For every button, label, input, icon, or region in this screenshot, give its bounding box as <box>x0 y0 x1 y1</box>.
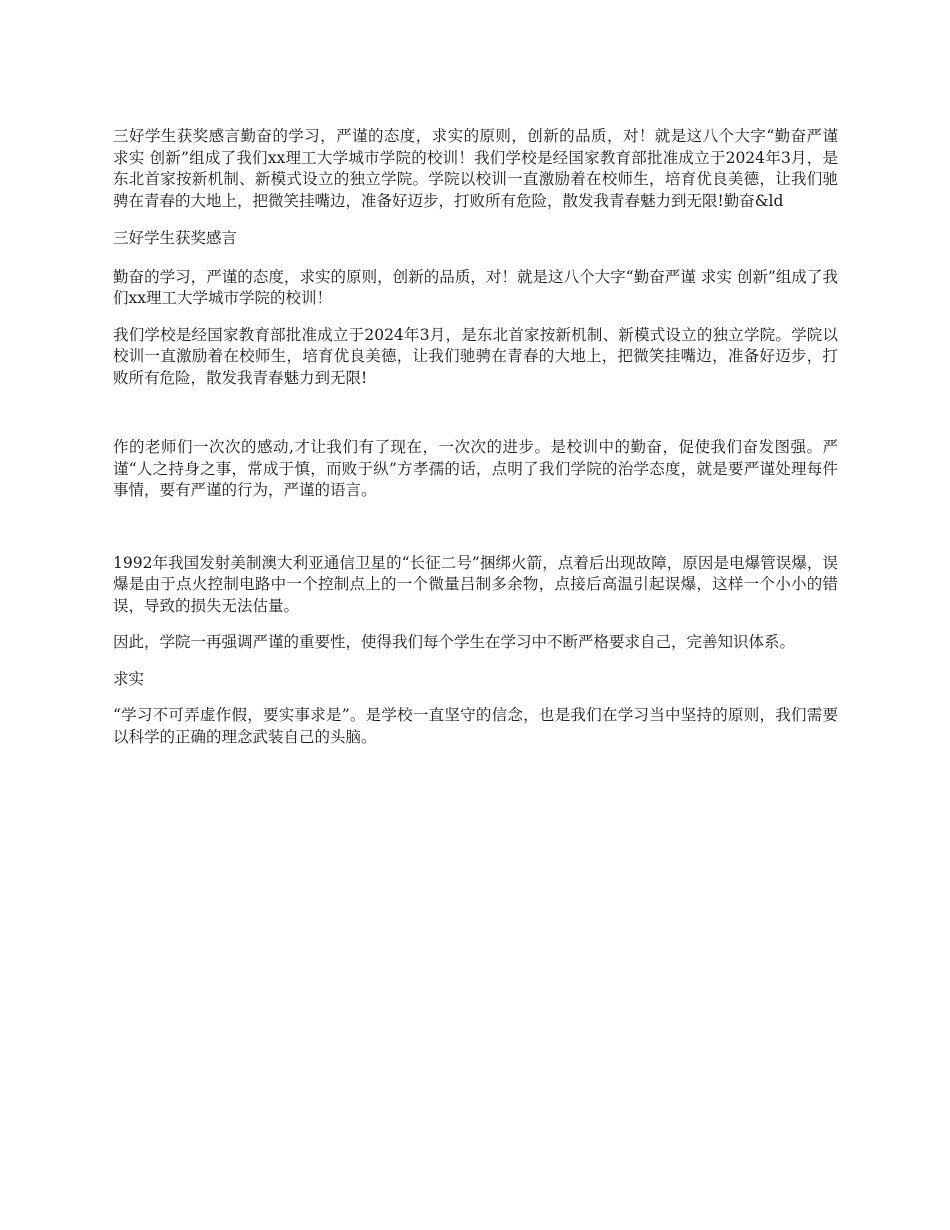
section-heading: 三好学生获奖感言 <box>113 229 238 247</box>
truth-paragraph: “学习不可弄虚作假，要实事求是”。是学校一直坚守的信念，也是我们在学习当中坚持的原则，我们需要以科学的正确的理念武装自己的头脑。 <box>113 706 838 746</box>
intro-paragraph: 三好学生获奖感言勤奋的学习，严谨的态度，求实的原则，创新的品质，对！就是这八个大字“勤奋严谨 求实 创新”组成了我们xx理工大学城市学院的校训！我们学校是经国家教育部批准成立于2024年3月，是东北首家按新机制、新模式设立的独立学院。学院以校训一直激励着在校师生，培育优良美德，让我们驰骋在青春的大地上，把微笑挂嘴边，准备好迈步，打败所有危险，散发我青春魅力到无限!勤奋&ld <box>113 127 838 210</box>
rigor-paragraph: 因此，学院一再强调严谨的重要性，使得我们每个学生在学习中不断严格要求自己，完善知识体系。 <box>113 633 796 651</box>
school-intro-paragraph: 我们学校是经国家教育部批准成立于2024年3月，是东北首家按新机制、新模式设立的独立学院。学院以校训一直激励着在校师生，培育优良美德，让我们驰骋在青春的大地上，把微笑挂嘴边，准备好迈步，打败所有危险，散发我青春魅力到无限! <box>113 325 838 387</box>
document-page <box>113 126 838 748</box>
truth-heading: 求实 <box>113 669 145 688</box>
diligence-paragraph: 作的老师们一次次的感动,才让我们有了现在，一次次的进步。是校训中的勤奋，促使我们奋发图强。严谨“人之持身之事，常成于慎，而败于纵”方孝孺的话，点明了我们学院的治学态度，就是要严谨处理每件事情，要有严谨的行为，严谨的语言。 <box>113 438 838 499</box>
rocket-story-paragraph: 1992年我国发射美制澳大利亚通信卫星的“长征二号”捆绑火箭，点着后出现故障，原因是电爆管误爆，误爆是由于点火控制电路中一个控制点上的一个微量吕制多余物，点接后高温引起误爆，这样一个小小的错误，导致的损失无法估量。 <box>113 553 838 615</box>
motto-paragraph: 勤奋的学习，严谨的态度，求实的原则，创新的品质，对！就是这八个大字“勤奋严谨 求实 创新”组成了我们xx理工大学城市学院的校训！ <box>113 267 838 307</box>
